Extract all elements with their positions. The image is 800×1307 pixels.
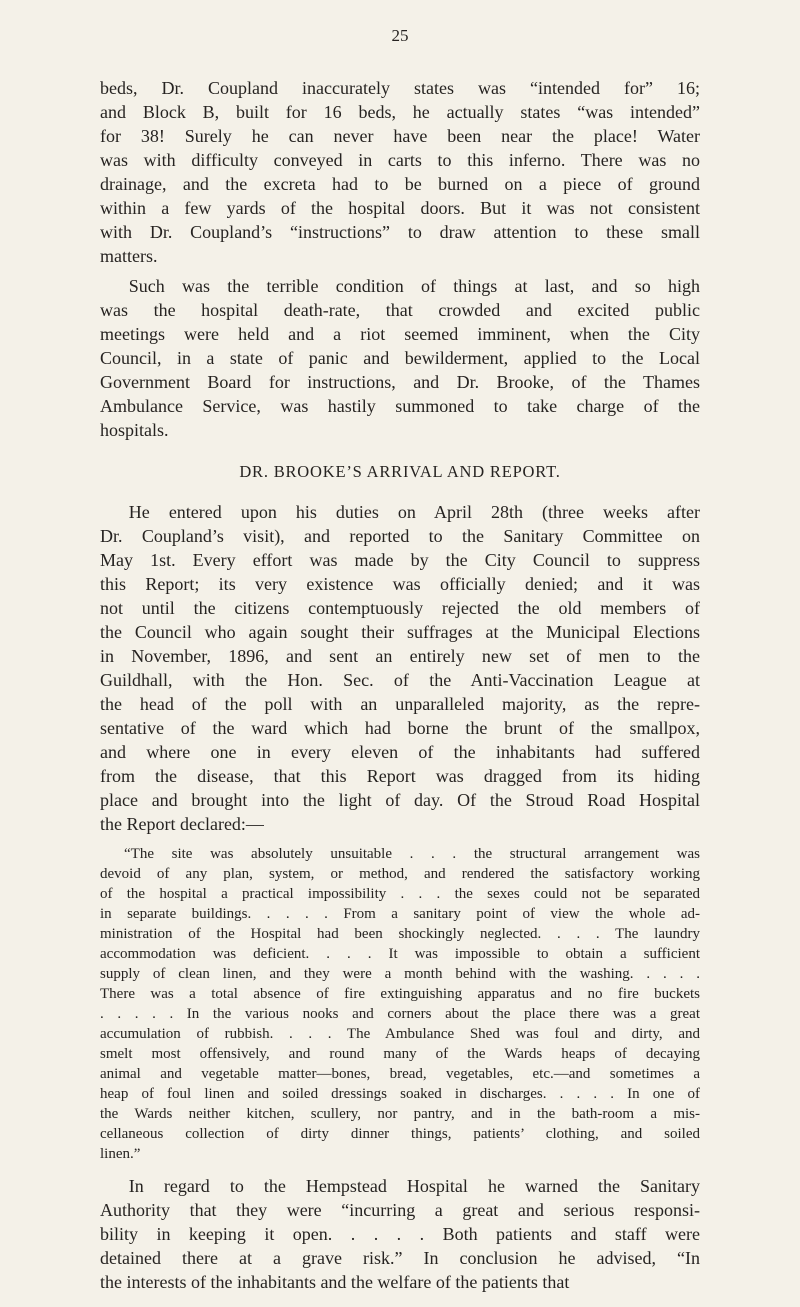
text-line: was with difficulty conveyed in carts to this inferno. There was no	[100, 150, 700, 170]
text-line: Dr. Coupland’s visit), and reported to the Sanitary Committee on	[100, 526, 700, 546]
paragraph	[100, 500, 700, 836]
text-line: the Wards neither kitchen, scullery, nor pantry, and in the bath-room a mis-	[100, 1106, 700, 1122]
page-number: 25	[391, 26, 409, 45]
text-line: this Report; its very existence was officially denied; and it was	[100, 574, 700, 594]
text-line: the Report declared:—	[100, 814, 264, 834]
text-line: the Council who again sought their suffrages at the Municipal Elections	[100, 622, 700, 642]
text-line: drainage, and the excreta had to be burned on a piece of ground	[100, 174, 700, 194]
text-line: smelt most offensively, and round many of the Wards heaps of decaying	[100, 1046, 700, 1062]
text-line: animal and vegetable matter—bones, bread, vegetables, etc.—and sometimes a	[100, 1066, 700, 1082]
text-line: bility in keeping it open. . . . . Both patients and staff were	[100, 1224, 700, 1244]
text-line: and Block B, built for 16 beds, he actually states “was intended”	[100, 102, 700, 122]
text-line: Such was the terrible condition of things at last, and so high	[128, 276, 700, 296]
text-line: linen.”	[100, 1146, 141, 1162]
text-line: Government Board for instructions, and Dr. Brooke, of the Thames	[100, 372, 700, 392]
text-line: . . . . . In the various nooks and corners about the place there was a great	[100, 1006, 700, 1022]
text-line: Authority that they were “incurring a great and serious responsi-	[100, 1200, 700, 1220]
text-line: matters.	[100, 246, 158, 266]
text-line: for 38! Surely he can never have been near the place! Water	[100, 126, 700, 146]
text-line: detained there at a grave risk.” In conclusion he advised, “In	[100, 1248, 700, 1268]
text-line: heap of foul linen and soiled dressings soaked in discharges. . . . . In one of	[100, 1086, 700, 1102]
text-line: Ambulance Service, was hastily summoned to take charge of the	[100, 396, 700, 416]
text-line: Guildhall, with the Hon. Sec. of the Anti-Vaccination League at	[100, 670, 700, 690]
text-line: accommodation was deficient. . . . It was impossible to obtain a sufficient	[100, 946, 700, 962]
text-line: in November, 1896, and sent an entirely new set of men to the	[100, 646, 700, 666]
text-line: was the hospital death-rate, that crowded and excited public	[100, 300, 700, 320]
text-line: within a few yards of the hospital doors. But it was not consistent	[100, 198, 700, 218]
paragraph	[100, 1174, 700, 1294]
text-line: with Dr. Coupland’s “instructions” to draw attention to these small	[100, 222, 700, 242]
text-line: He entered upon his duties on April 28th (three weeks after	[128, 502, 700, 522]
text-line: sentative of the ward which had borne the brunt of the smallpox,	[100, 718, 700, 738]
text-line: in separate buildings. . . . . From a sanitary point of view the whole ad-	[100, 906, 700, 922]
text-line: the interests of the inhabitants and the welfare of the patients that	[100, 1272, 570, 1292]
paragraph-continued	[100, 76, 700, 268]
text-line: “The site was absolutely unsuitable . . . the structural arrangement was	[124, 846, 700, 862]
text-line: and where one in every eleven of the inhabitants had suffered	[100, 742, 700, 762]
text-line: devoid of any plan, system, or method, and rendered the satisfactory working	[100, 866, 700, 882]
text-line: hospitals.	[100, 420, 169, 440]
text-line: May 1st. Every effort was made by the City Council to suppress	[100, 550, 700, 570]
text-line: from the disease, that this Report was dragged from its hiding	[100, 766, 700, 786]
text-line: beds, Dr. Coupland inaccurately states was “intended for” 16;	[100, 78, 700, 98]
text-line: ministration of the Hospital had been shockingly neglected. . . . The laundry	[100, 926, 700, 942]
text-line: cellaneous collection of dirty dinner things, patients’ clothing, and soiled	[100, 1126, 700, 1142]
text-line: of the hospital a practical impossibility . . . the sexes could not be separated	[100, 886, 700, 902]
text-line: the head of the poll with an unparalleled majority, as the repre-	[100, 694, 700, 714]
text-line: not until the citizens contemptuously rejected the old members of	[100, 598, 700, 618]
section-heading: DR. BROOKE’S ARRIVAL AND REPORT.	[239, 462, 561, 481]
report-quote	[100, 844, 700, 1164]
text-line: supply of clean linen, and they were a month behind with the washing. . . . .	[100, 966, 700, 982]
paragraph	[100, 274, 700, 442]
text-block	[100, 76, 700, 1294]
text-line: There was a total absence of fire extinguishing apparatus and no fire buckets	[100, 986, 700, 1002]
text-line: In regard to the Hempstead Hospital he warned the Sanitary	[128, 1176, 700, 1196]
text-line: meetings were held and a riot seemed imminent, when the City	[100, 324, 700, 344]
text-line: place and brought into the light of day. Of the Stroud Road Hospital	[100, 790, 700, 810]
text-line: Council, in a state of panic and bewilderment, applied to the Local	[100, 348, 700, 368]
text-line: accumulation of rubbish. . . . The Ambulance Shed was foul and dirty, and	[100, 1026, 700, 1042]
